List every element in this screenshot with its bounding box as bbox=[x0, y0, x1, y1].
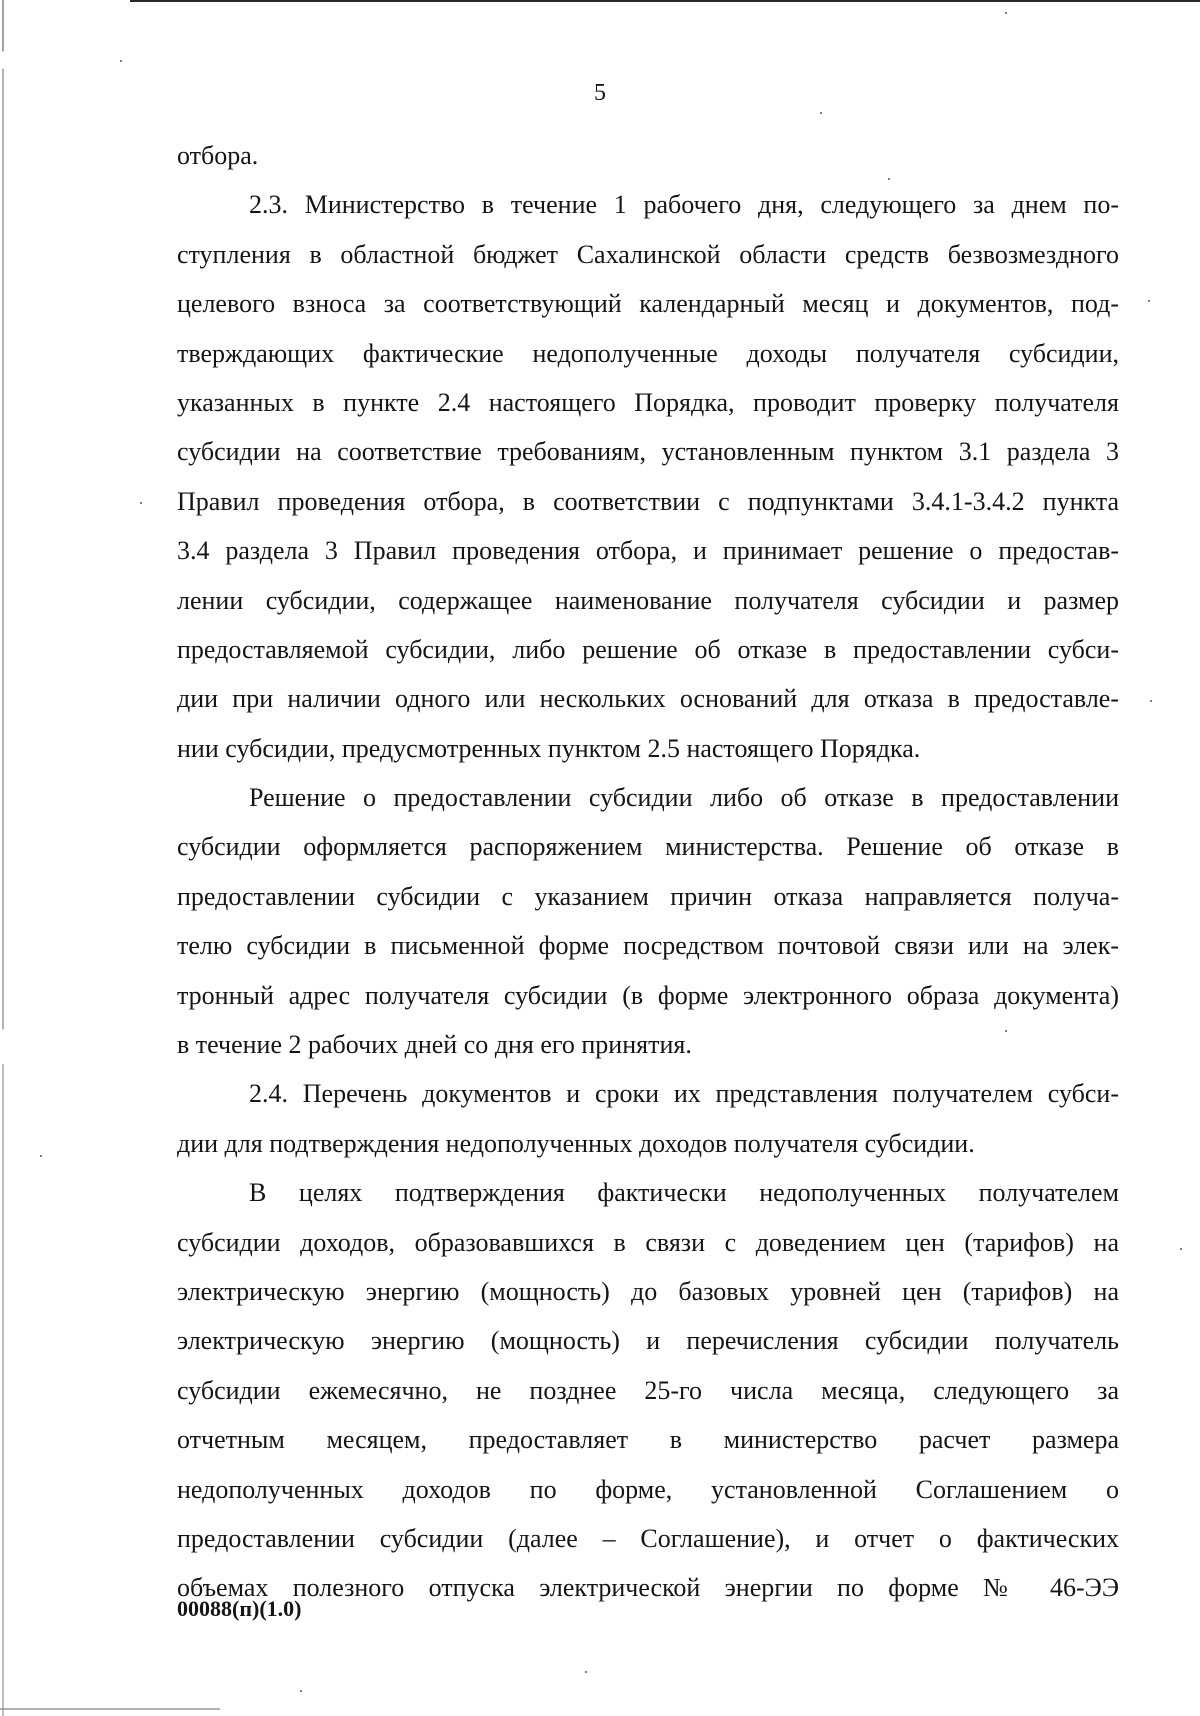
text-line: ступления в областной бюджет Сахалинской области средств безвозмездного bbox=[177, 239, 1119, 269]
scan-speck bbox=[888, 178, 890, 180]
text-line: лении субсидии, содержащее наименование получателя субсидии и размер bbox=[177, 585, 1119, 615]
text-line: 2.3. Министерство в течение 1 рабочего дня, следующего за днем по- bbox=[249, 190, 1119, 220]
document-body bbox=[177, 131, 1119, 1613]
text-line: субсидии доходов, образовавшихся в связи с доведением цен (тарифов) на bbox=[177, 1227, 1119, 1257]
text-line: объемах полезного отпуска электрической энергии по форме № 46-ЭЭ bbox=[177, 1573, 1119, 1603]
scan-speck bbox=[820, 112, 822, 114]
text-line: субсидии оформляется распоряжением министерства. Решение об отказе в bbox=[177, 832, 1119, 862]
text-line: отбора. bbox=[177, 141, 259, 170]
text-line: Решение о предоставлении субсидии либо об отказе в предоставлении bbox=[249, 783, 1119, 813]
scan-speck bbox=[40, 1155, 42, 1157]
scan-speck bbox=[300, 1690, 302, 1692]
text-line: субсидии на соответствие требованиям, установленным пунктом 3.1 раздела 3 bbox=[177, 437, 1119, 467]
text-line: тверждающих фактические недополученные доходы получателя субсидии, bbox=[177, 338, 1119, 368]
scan-speck bbox=[1005, 12, 1007, 14]
text-line: 3.4 раздела 3 Правил проведения отбора, и принимает решение о предостав- bbox=[177, 536, 1119, 566]
text-line: предоставлении субсидии (далее – Соглашение), и отчет о фактических bbox=[177, 1523, 1119, 1553]
text-line: тронный адрес получателя субсидии (в форме электронного образа документа) bbox=[177, 980, 1119, 1010]
scan-speck bbox=[1005, 1030, 1007, 1032]
text-line: электрическую энергию (мощность) до базовых уровней цен (тарифов) на bbox=[177, 1276, 1119, 1306]
text-line: 2.4. Перечень документов и сроки их представления получателем субси- bbox=[249, 1079, 1119, 1109]
scan-edge-left bbox=[2, 0, 4, 1716]
scan-speck bbox=[1148, 300, 1150, 302]
scan-edge-bottom bbox=[0, 1708, 220, 1710]
text-line: указанных в пункте 2.4 настоящего Порядка, проводит проверку получателя bbox=[177, 387, 1119, 417]
text-line: В целях подтверждения фактически недополученных получателем bbox=[249, 1178, 1119, 1208]
text-line: предоставлении субсидии с указанием причин отказа направляется получа- bbox=[177, 881, 1119, 911]
scan-speck bbox=[585, 1671, 587, 1673]
text-line: дии для подтверждения недополученных доходов получателя субсидии. bbox=[177, 1128, 975, 1158]
page-number: 5 bbox=[594, 80, 606, 106]
scan-speck bbox=[1150, 700, 1152, 702]
text-line: в течение 2 рабочих дней со дня его принятия. bbox=[177, 1030, 692, 1060]
text-line: электрическую энергию (мощность) и перечисления субсидии получатель bbox=[177, 1326, 1119, 1356]
text-line: телю субсидии в письменной форме посредством почтовой связи или на элек- bbox=[177, 931, 1119, 961]
text-line: предоставляемой субсидии, либо решение об отказе в предоставлении субси- bbox=[177, 634, 1119, 664]
text-line: целевого взноса за соответствующий календарный месяц и документов, под- bbox=[177, 289, 1119, 319]
text-line: отчетным месяцем, предоставляет в министерство расчет размера bbox=[177, 1425, 1119, 1455]
scan-speck bbox=[1180, 1248, 1182, 1250]
scan-speck bbox=[140, 502, 142, 504]
scan-speck bbox=[120, 60, 122, 62]
text-line: субсидии ежемесячно, не позднее 25-го числа месяца, следующего за bbox=[177, 1375, 1119, 1405]
text-line: дии при наличии одного или нескольких оснований для отказа в предоставле- bbox=[177, 684, 1119, 714]
text-line: Правил проведения отбора, в соответствии с подпунктами 3.4.1-3.4.2 пункта bbox=[177, 486, 1119, 516]
text-line: нии субсидии, предусмотренных пунктом 2.5 настоящего Порядка. bbox=[177, 733, 921, 763]
scan-edge-top bbox=[130, 0, 1200, 2]
document-code: 00088(п)(1.0) bbox=[177, 1596, 302, 1621]
text-line: недополученных доходов по форме, установленной Соглашением о bbox=[177, 1474, 1119, 1504]
